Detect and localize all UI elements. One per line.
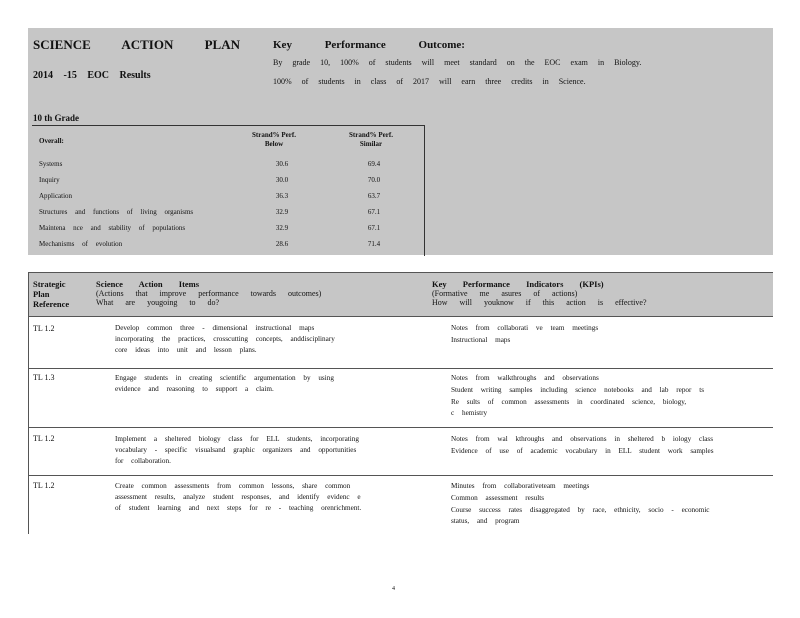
table-rule: [28, 427, 773, 428]
strand-row-label: Mechanisms of evolution: [39, 240, 123, 248]
kpi-item: Evidence of use of academic vocabulary in ELL student work samples: [451, 447, 714, 455]
kpo-line: By grade 10, 100% of students will meet standard on the EOC exam in Biology.: [273, 58, 642, 67]
kpi-item: Course success rates disaggregated by race, ethnicity, socio - economic status, and program: [451, 506, 710, 525]
kpi-title: Key Performance Indicators (KPIs): [432, 279, 604, 289]
row-reference: TL 1.2: [33, 324, 55, 333]
ref-header-line: Strategic: [33, 279, 66, 289]
kpo-title: Key Performance Outcome:: [273, 39, 465, 51]
action-item: Develop common three - dimensional instructional maps incorporating the practices, crosscutting concepts, anddisciplinary core ideas into unit and lesson plans.: [115, 324, 335, 354]
strand-row-label: Maintena nce and stability of populations: [39, 224, 186, 232]
kpi-item: Notes from walkthroughs and observations: [451, 374, 599, 382]
strand-row-similar: 63.7: [367, 192, 381, 200]
table-rule: [28, 475, 773, 476]
kpi-item: Student writing samples including science notebooks and lab repor ts: [451, 386, 705, 394]
row-reference: TL 1.3: [33, 373, 55, 382]
ref-header: [33, 279, 69, 309]
overall-label: Overall:: [39, 137, 64, 145]
strand-row-below: 32.9: [275, 224, 289, 232]
strand-row-label: Application: [39, 192, 73, 200]
grade-label: 10 th Grade: [33, 113, 79, 123]
action-items-subtitle: What are yougoing to do?: [96, 298, 220, 307]
table-rule: [28, 272, 29, 534]
action-item: Create common assessments from common lessons, share common assessment results, analyze student responses, and identify evidenc e of student learning and next steps for re - teaching orenrichment.: [115, 482, 362, 512]
kpi-item: Instructional maps: [451, 336, 511, 344]
strand-row-similar: 71.4: [367, 240, 381, 248]
strand-row-below: 28.6: [275, 240, 289, 248]
kpi-item: Notes from wal kthroughs and observations in sheltered b iology class: [451, 435, 714, 443]
col-header-similar: Strand% Perf. Similar: [349, 131, 393, 148]
kpi-item: Re sults of common assessments in coordinated science, biology, c hemistry: [451, 398, 687, 417]
ref-header-line: Reference: [33, 299, 70, 309]
col-header-below: Strand% Perf. Below: [252, 131, 296, 148]
action-items-header: [96, 279, 321, 307]
action-item: Engage students in creating scientific argumentation by using evidence and reasoning to support a claim.: [115, 374, 334, 393]
table-rule: [28, 272, 773, 273]
kpi-item: Minutes from collaborativeteam meetings: [451, 482, 590, 490]
kpi-item: Common assessment results: [451, 494, 545, 502]
ref-header-line: Plan: [33, 289, 50, 299]
table-rule: [28, 368, 773, 369]
row-reference: TL 1.2: [33, 481, 55, 490]
table-rule: [28, 316, 773, 317]
strand-row-below: 36.3: [275, 192, 289, 200]
row-reference: TL 1.2: [33, 434, 55, 443]
action-item: Implement a sheltered biology class for ELL students, incorporating vocabulary - specific visualsand graphic organizers and opportunities for collaboration.: [115, 435, 359, 465]
action-items-subtitle: (Actions that improve performance towards outcomes): [96, 289, 322, 298]
strand-row-below: 30.6: [275, 160, 289, 168]
kpo-line: 100% of students in class of 2017 will earn three credits in Science.: [273, 77, 586, 86]
kpi-header: [432, 279, 647, 307]
strand-row-below: 30.0: [275, 176, 289, 184]
results-label: 2014 -15 EOC Results: [33, 70, 151, 81]
strand-row-label: Structures and functions of living organisms: [39, 208, 194, 216]
kpi-subtitle: (Formative me asures of actions): [432, 289, 578, 298]
page-number: 4: [392, 586, 395, 592]
strand-row-similar: 69.4: [367, 160, 381, 168]
strand-row-similar: 70.0: [367, 176, 381, 184]
strand-row-label: Inquiry: [39, 176, 60, 184]
kpi-subtitle: How will youknow if this action is effective?: [432, 298, 647, 307]
kpi-item: Notes from collaborati ve team meetings: [451, 324, 599, 332]
strand-row-label: Systems: [39, 160, 63, 168]
page-title: SCIENCE ACTION PLAN: [33, 37, 240, 52]
strand-row-below: 32.9: [275, 208, 289, 216]
strand-row-similar: 67.1: [367, 224, 381, 232]
action-items-title: Science Action Items: [96, 279, 200, 289]
strand-row-similar: 67.1: [367, 208, 381, 216]
